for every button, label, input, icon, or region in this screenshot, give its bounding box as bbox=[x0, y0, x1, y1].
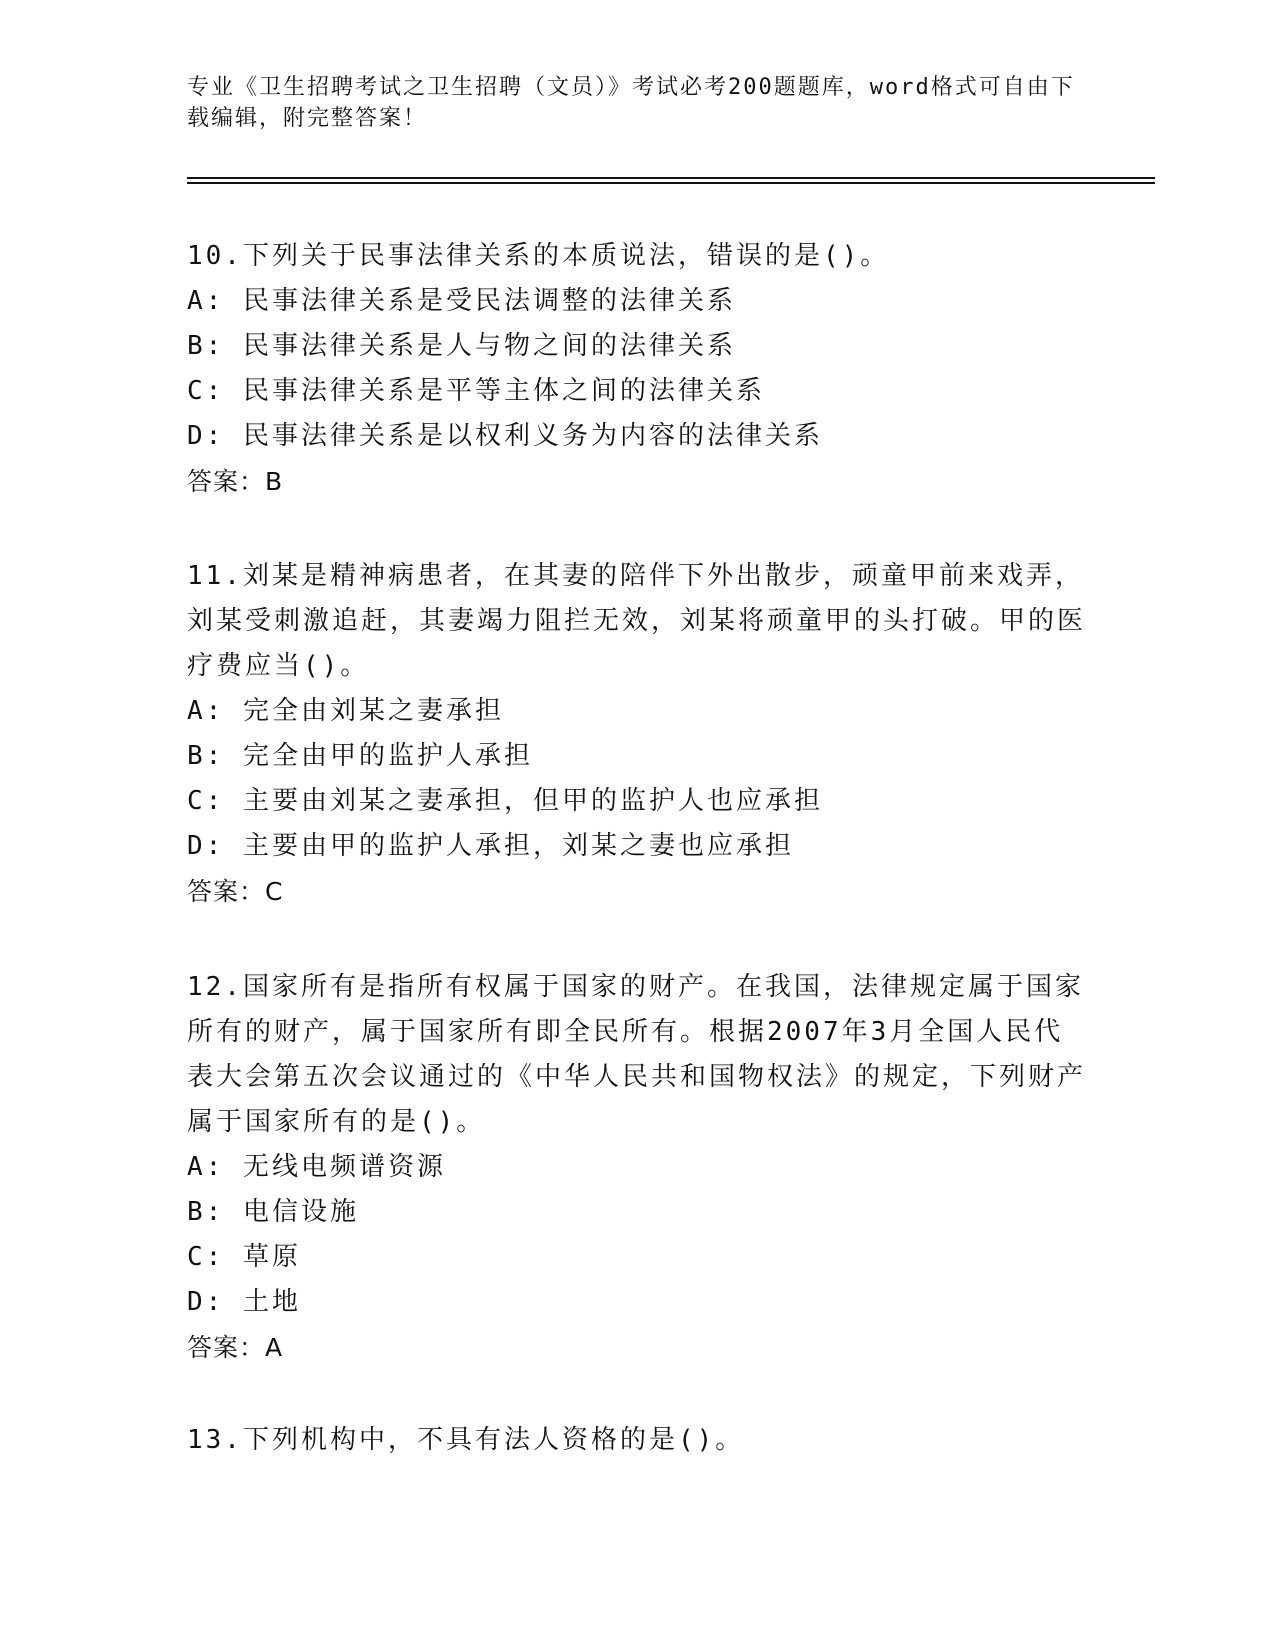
question-stem: 13.下列机构中，不具有法人资格的是()。 bbox=[187, 1425, 745, 1455]
option-b: B: 完全由甲的监护人承担 bbox=[187, 741, 533, 771]
option-d: D: 民事法律关系是以权利义务为内容的法律关系 bbox=[187, 421, 823, 451]
document-header: 专业《卫生招聘考试之卫生招聘（文员）》考试必考200题题库，word格式可自由下载编辑，附完整答案！ bbox=[187, 75, 1075, 131]
option-b: B: 民事法律关系是人与物之间的法律关系 bbox=[187, 331, 736, 361]
option-c: C: 民事法律关系是平等主体之间的法律关系 bbox=[187, 376, 765, 406]
header-divider-top bbox=[187, 177, 1155, 179]
option-a: A: 无线电频谱资源 bbox=[187, 1152, 446, 1182]
option-b: B: 电信设施 bbox=[187, 1197, 359, 1227]
answer: 答案：C bbox=[187, 877, 284, 906]
option-a: A: 完全由刘某之妻承担 bbox=[187, 696, 504, 726]
question-10 bbox=[187, 234, 1087, 504]
option-d: D: 土地 bbox=[187, 1287, 301, 1317]
question-stem: 11.刘某是精神病患者，在其妻的陪伴下外出散步，顽童甲前来戏弄，刘某受刺激追赶，其妻竭力阻拦无效，刘某将顽童甲的头打破。甲的医疗费应当()。 bbox=[187, 561, 1087, 681]
question-11 bbox=[187, 554, 1087, 914]
question-13 bbox=[187, 1418, 1087, 1463]
question-stem: 12.国家所有是指所有权属于国家的财产。在我国，法律规定属于国家所有的财产，属于国家所有即全民所有。根据2007年3月全国人民代表大会第五次会议通过的《中华人民共和国物权法》的规定，下列财产属于国家所有的是()。 bbox=[187, 972, 1087, 1137]
option-c: C: 草原 bbox=[187, 1242, 301, 1272]
option-d: D: 主要由甲的监护人承担，刘某之妻也应承担 bbox=[187, 831, 794, 861]
option-a: A: 民事法律关系是受民法调整的法律关系 bbox=[187, 286, 736, 316]
option-c: C: 主要由刘某之妻承担，但甲的监护人也应承担 bbox=[187, 786, 823, 816]
header-divider-bottom bbox=[187, 182, 1155, 184]
answer: 答案：B bbox=[187, 467, 284, 496]
question-12 bbox=[187, 965, 1087, 1370]
answer: 答案：A bbox=[187, 1333, 284, 1362]
question-stem: 10.下列关于民事法律关系的本质说法，错误的是()。 bbox=[187, 241, 890, 271]
